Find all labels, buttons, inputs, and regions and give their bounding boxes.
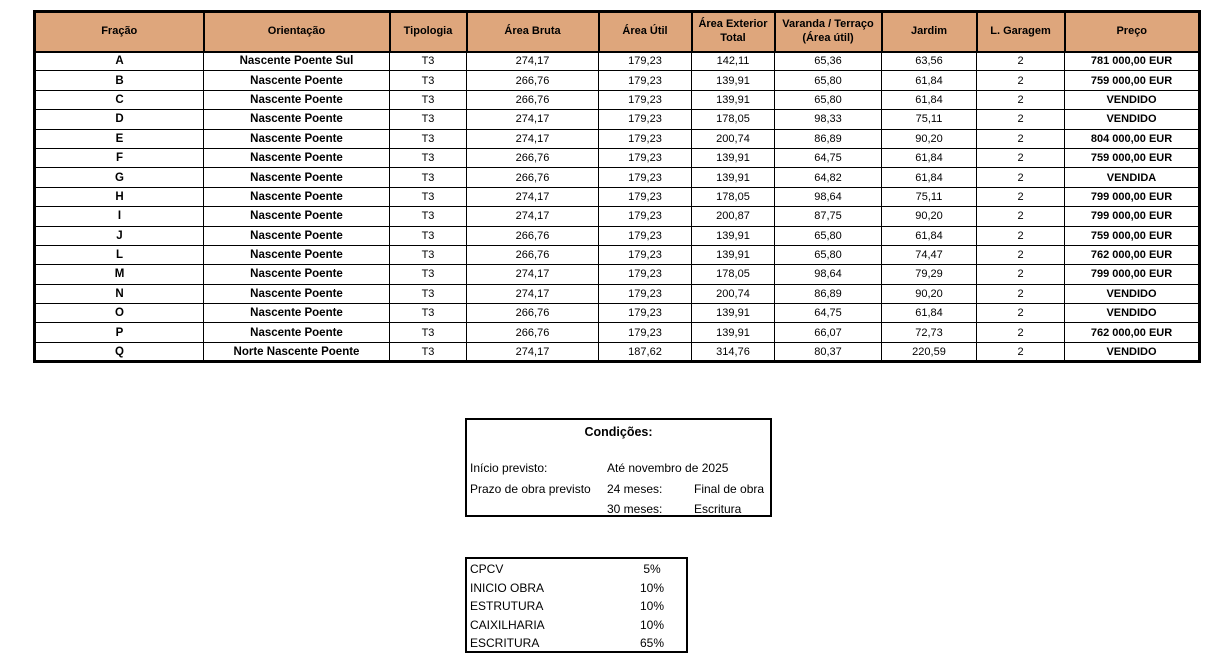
table-cell: 2	[977, 265, 1065, 284]
condition-label	[470, 499, 607, 520]
table-cell: 75,11	[882, 110, 977, 129]
table-cell: 61,84	[882, 304, 977, 323]
table-cell: L	[35, 245, 204, 264]
table-cell: Nascente Poente	[204, 129, 390, 148]
table-cell: 274,17	[467, 110, 599, 129]
table-cell: 2	[977, 187, 1065, 206]
payment-stage-label: INICIO OBRA	[470, 580, 545, 595]
table-cell: 2	[977, 323, 1065, 342]
table-cell: Nascente Poente Sul	[204, 52, 390, 71]
table-cell: T3	[390, 265, 467, 284]
table-row	[35, 226, 1200, 245]
payment-stage-percentage: 65%	[639, 636, 665, 651]
table-cell: 64,75	[775, 304, 882, 323]
table-cell: Nascente Poente	[204, 207, 390, 226]
table-cell: 759 000,00 EUR	[1065, 71, 1200, 90]
table-cell: 781 000,00 EUR	[1065, 52, 1200, 71]
table-cell: I	[35, 207, 204, 226]
payment-stage-label: CPCV	[470, 562, 504, 576]
table-cell: C	[35, 90, 204, 109]
table-cell: 2	[977, 207, 1065, 226]
table-cell: 80,37	[775, 342, 882, 361]
table-cell: Nascente Poente	[204, 148, 390, 167]
condition-middle: Até novembro de 2025	[607, 461, 729, 475]
table-cell: 179,23	[599, 52, 692, 71]
table-cell: 87,75	[775, 207, 882, 226]
table-cell: 179,23	[599, 168, 692, 187]
table-cell: 98,64	[775, 265, 882, 284]
table-row	[35, 90, 1200, 109]
table-cell: T3	[390, 342, 467, 361]
table-row	[35, 52, 1200, 71]
table-cell: 266,76	[467, 245, 599, 264]
condition-label: Prazo de obra previsto	[470, 481, 591, 496]
table-row	[35, 148, 1200, 167]
table-cell: T3	[390, 168, 467, 187]
table-cell: H	[35, 187, 204, 206]
table-cell: T3	[390, 90, 467, 109]
payment-stage-label: ESTRUTURA	[470, 599, 544, 614]
table-cell: Nascente Poente	[204, 71, 390, 90]
payment-row	[467, 634, 686, 653]
column-header: Área Útil	[599, 12, 692, 52]
table-row	[35, 265, 1200, 284]
conditions-lines	[470, 458, 770, 520]
price-table	[33, 10, 1201, 363]
table-cell: 139,91	[692, 304, 775, 323]
payment-schedule-box	[465, 557, 688, 653]
table-cell: Nascente Poente	[204, 265, 390, 284]
condition-label: Início previsto:	[470, 461, 548, 475]
table-cell: T3	[390, 304, 467, 323]
column-header: L. Garagem	[977, 12, 1065, 52]
payment-row	[467, 616, 686, 635]
table-row	[35, 187, 1200, 206]
table-cell: T3	[390, 226, 467, 245]
table-cell: 266,76	[467, 226, 599, 245]
table-cell: 2	[977, 148, 1065, 167]
table-cell: 799 000,00 EUR	[1065, 265, 1200, 284]
column-header: Fração	[35, 12, 204, 52]
table-cell: 266,76	[467, 168, 599, 187]
table-cell: 178,05	[692, 187, 775, 206]
table-cell: 90,20	[882, 284, 977, 303]
payment-stage-label: ESCRITURA	[470, 636, 540, 651]
table-cell: 2	[977, 284, 1065, 303]
payment-row	[467, 579, 686, 598]
table-cell: 2	[977, 52, 1065, 71]
table-header-row	[35, 12, 1200, 52]
table-cell: VENDIDO	[1065, 342, 1200, 361]
condition-line	[470, 458, 770, 479]
payment-stage-percentage: 10%	[639, 580, 665, 595]
table-cell: 179,23	[599, 304, 692, 323]
table-cell: 142,11	[692, 52, 775, 71]
table-cell: 179,23	[599, 207, 692, 226]
table-cell: 139,91	[692, 323, 775, 342]
table-cell: B	[35, 71, 204, 90]
table-cell: VENDIDO	[1065, 304, 1200, 323]
table-cell: 65,80	[775, 226, 882, 245]
table-cell: Norte Nascente Poente	[204, 342, 390, 361]
table-cell: T3	[390, 245, 467, 264]
table-cell: T3	[390, 71, 467, 90]
table-cell: 65,80	[775, 90, 882, 109]
table-cell: 274,17	[467, 207, 599, 226]
table-row	[35, 284, 1200, 303]
table-cell: A	[35, 52, 204, 71]
table-cell: 2	[977, 129, 1065, 148]
table-cell: 75,11	[882, 187, 977, 206]
condition-line	[470, 499, 770, 520]
table-cell: 98,33	[775, 110, 882, 129]
payment-stage-percentage: 10%	[639, 599, 665, 614]
table-cell: Nascente Poente	[204, 110, 390, 129]
table-cell: 2	[977, 226, 1065, 245]
table-cell: 274,17	[467, 129, 599, 148]
table-cell: 187,62	[599, 342, 692, 361]
payment-row	[467, 560, 686, 579]
condition-right	[694, 458, 770, 479]
table-cell: 86,89	[775, 284, 882, 303]
table-cell: 799 000,00 EUR	[1065, 207, 1200, 226]
table-cell: Nascente Poente	[204, 187, 390, 206]
table-cell: T3	[390, 129, 467, 148]
table-cell: 266,76	[467, 90, 599, 109]
payment-stage-label: CAIXILHARIA	[470, 617, 545, 632]
table-cell: 179,23	[599, 226, 692, 245]
table-cell: 179,23	[599, 148, 692, 167]
table-cell: 79,29	[882, 265, 977, 284]
table-cell: 179,23	[599, 110, 692, 129]
table-cell: 65,36	[775, 52, 882, 71]
payment-stage-percentage: 10%	[639, 617, 665, 632]
condition-line	[470, 479, 770, 500]
table-cell: 799 000,00 EUR	[1065, 187, 1200, 206]
table-cell: 98,64	[775, 187, 882, 206]
table-cell: T3	[390, 52, 467, 71]
table-cell: 61,84	[882, 226, 977, 245]
table-cell: 762 000,00 EUR	[1065, 245, 1200, 264]
payment-stage-percentage: 5%	[643, 562, 661, 576]
table-cell: Nascente Poente	[204, 245, 390, 264]
table-cell: 139,91	[692, 148, 775, 167]
table-row	[35, 168, 1200, 187]
table-cell: 61,84	[882, 168, 977, 187]
table-cell: 139,91	[692, 71, 775, 90]
table-row	[35, 71, 1200, 90]
table-cell: Q	[35, 342, 204, 361]
table-cell: 266,76	[467, 304, 599, 323]
column-header: Preço	[1065, 12, 1200, 52]
table-cell: 200,74	[692, 284, 775, 303]
table-cell: 74,47	[882, 245, 977, 264]
table-cell: 72,73	[882, 323, 977, 342]
table-cell: 2	[977, 168, 1065, 187]
table-cell: 314,76	[692, 342, 775, 361]
table-cell: Nascente Poente	[204, 304, 390, 323]
table-cell: 266,76	[467, 323, 599, 342]
table-cell: 178,05	[692, 110, 775, 129]
condition-right: Final de obra	[694, 481, 765, 496]
column-header: Área Exterior Total	[692, 12, 775, 52]
table-cell: 274,17	[467, 284, 599, 303]
table-cell: 274,17	[467, 342, 599, 361]
table-cell: O	[35, 304, 204, 323]
table-cell: N	[35, 284, 204, 303]
table-cell: T3	[390, 148, 467, 167]
conditions-box	[465, 418, 772, 517]
table-cell: P	[35, 323, 204, 342]
table-row	[35, 129, 1200, 148]
table-cell: 64,82	[775, 168, 882, 187]
table-cell: T3	[390, 110, 467, 129]
column-header: Orientação	[204, 12, 390, 52]
table-cell: 90,20	[882, 129, 977, 148]
table-cell: 179,23	[599, 71, 692, 90]
condition-middle: 24 meses:	[607, 481, 663, 496]
table-row	[35, 304, 1200, 323]
table-cell: 274,17	[467, 52, 599, 71]
table-cell: 66,07	[775, 323, 882, 342]
table-cell: T3	[390, 323, 467, 342]
table-cell: Nascente Poente	[204, 284, 390, 303]
table-cell: 139,91	[692, 168, 775, 187]
table-cell: 179,23	[599, 284, 692, 303]
table-cell: 61,84	[882, 90, 977, 109]
table-cell: 61,84	[882, 148, 977, 167]
column-header: Jardim	[882, 12, 977, 52]
table-cell: T3	[390, 207, 467, 226]
table-cell: 2	[977, 71, 1065, 90]
table-cell: Nascente Poente	[204, 323, 390, 342]
table-cell: 139,91	[692, 226, 775, 245]
column-header: Varanda / Terraço (Área útil)	[775, 12, 882, 52]
table-cell: 86,89	[775, 129, 882, 148]
table-cell: 90,20	[882, 207, 977, 226]
table-row	[35, 323, 1200, 342]
table-cell: 274,17	[467, 265, 599, 284]
table-cell: VENDIDO	[1065, 90, 1200, 109]
table-cell: 2	[977, 90, 1065, 109]
table-cell: 65,80	[775, 71, 882, 90]
table-cell: 61,84	[882, 71, 977, 90]
table-cell: 2	[977, 245, 1065, 264]
table-cell: Nascente Poente	[204, 226, 390, 245]
table-cell: 200,74	[692, 129, 775, 148]
table-cell: 2	[977, 110, 1065, 129]
table-row	[35, 245, 1200, 264]
table-cell: J	[35, 226, 204, 245]
table-row	[35, 207, 1200, 226]
table-cell: VENDIDA	[1065, 168, 1200, 187]
table-cell: 65,80	[775, 245, 882, 264]
table-cell: 139,91	[692, 245, 775, 264]
conditions-title: Condições:	[584, 425, 653, 439]
table-cell: 179,23	[599, 245, 692, 264]
table-row	[35, 110, 1200, 129]
table-cell: 178,05	[692, 265, 775, 284]
table-cell: F	[35, 148, 204, 167]
table-cell: 179,23	[599, 187, 692, 206]
table-cell: 2	[977, 304, 1065, 323]
table-row	[35, 342, 1200, 361]
table-cell: VENDIDO	[1065, 284, 1200, 303]
condition-middle: 30 meses:	[607, 502, 663, 516]
column-header: Área Bruta	[467, 12, 599, 52]
table-cell: D	[35, 110, 204, 129]
table-cell: M	[35, 265, 204, 284]
table-cell: 63,56	[882, 52, 977, 71]
condition-right: Escritura	[694, 502, 742, 516]
table-cell: 179,23	[599, 323, 692, 342]
table-cell: 274,17	[467, 187, 599, 206]
table-cell: 64,75	[775, 148, 882, 167]
table-cell: 139,91	[692, 90, 775, 109]
table-cell: 2	[977, 342, 1065, 361]
table-cell: 759 000,00 EUR	[1065, 226, 1200, 245]
table-cell: 220,59	[882, 342, 977, 361]
table-cell: VENDIDO	[1065, 110, 1200, 129]
table-cell: 759 000,00 EUR	[1065, 148, 1200, 167]
table-cell: 179,23	[599, 265, 692, 284]
table-cell: 804 000,00 EUR	[1065, 129, 1200, 148]
table-cell: Nascente Poente	[204, 168, 390, 187]
table-cell: Nascente Poente	[204, 90, 390, 109]
payment-row	[467, 597, 686, 616]
table-cell: T3	[390, 187, 467, 206]
table-cell: E	[35, 129, 204, 148]
table-cell: 179,23	[599, 129, 692, 148]
table-cell: G	[35, 168, 204, 187]
table-cell: 762 000,00 EUR	[1065, 323, 1200, 342]
table-cell: 179,23	[599, 90, 692, 109]
table-cell: 266,76	[467, 148, 599, 167]
table-cell: 200,87	[692, 207, 775, 226]
table-cell: T3	[390, 284, 467, 303]
table-cell: 266,76	[467, 71, 599, 90]
column-header: Tipologia	[390, 12, 467, 52]
